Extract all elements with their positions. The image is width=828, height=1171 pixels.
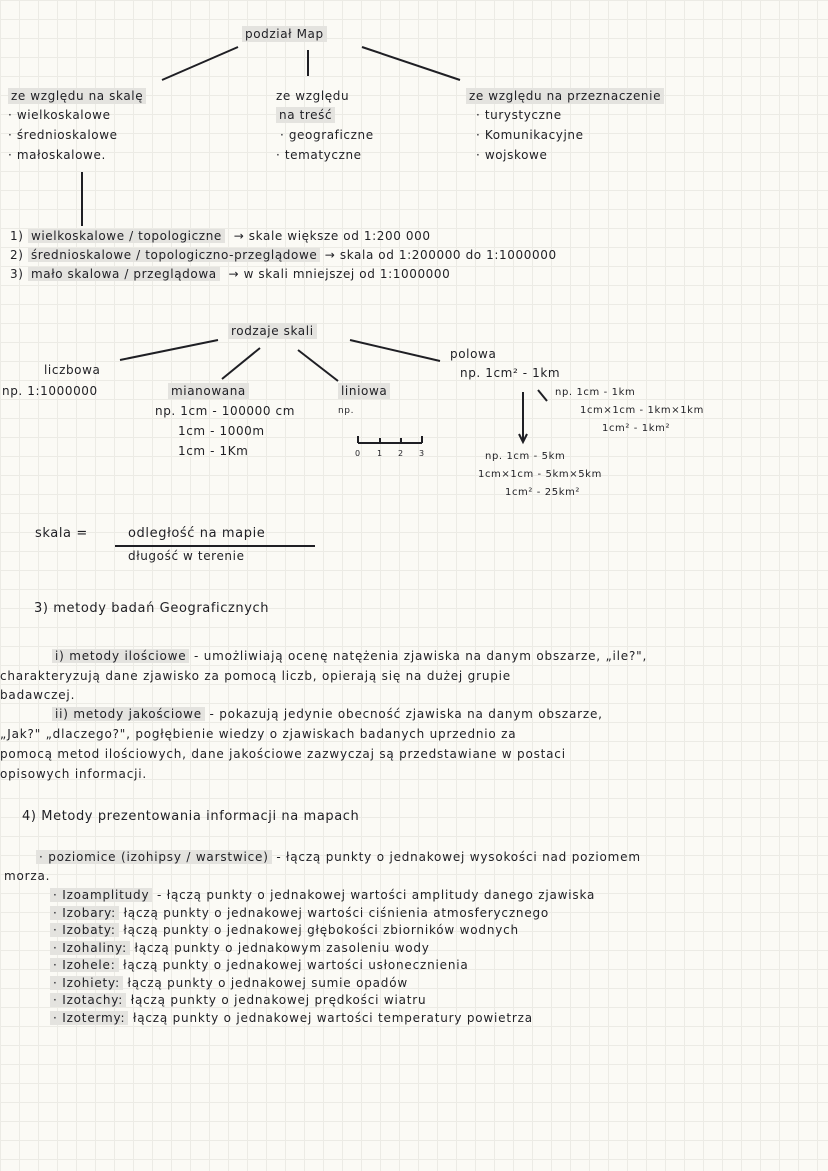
num: 1): [10, 229, 24, 243]
by-scale-heading: ze względu na skalę: [8, 88, 146, 104]
list-item: [50, 992, 426, 1008]
list-item: [50, 887, 595, 903]
name: średnioskalowe / topologiczno-przeglądowe: [28, 248, 320, 262]
numeric-scale-label: liczbowa: [44, 363, 101, 377]
paragraph-line: [52, 706, 603, 722]
desc: → w skali mniejszej od 1:1000000: [228, 267, 451, 281]
definition: łączą punkty o jednakowej prędkości wiatru: [126, 993, 427, 1007]
desc: → skala od 1:200000 do 1:1000000: [324, 248, 557, 262]
quantitative-label: i) metody ilościowe: [52, 649, 189, 663]
term: · Izobaty:: [50, 923, 119, 937]
by-content-heading-2: na treść: [276, 107, 335, 123]
formula-lhs: skala =: [35, 526, 88, 541]
tick-label: 2: [398, 449, 404, 458]
linear-example: np.: [338, 406, 355, 416]
scale-class-2: [10, 247, 557, 263]
list-item: [50, 905, 549, 921]
list-item: · Komunikacyjne: [476, 128, 584, 142]
definition: - łączą punkty o jednakowej wysokości nad poziomem: [271, 850, 641, 864]
scale-types-title: rodzaje skali: [228, 323, 317, 339]
area-right: 1cm² - 1km²: [602, 423, 671, 434]
term: · Izohele:: [50, 958, 119, 972]
formula-denominator: długość w terenie: [128, 549, 245, 563]
list-item: · tematyczne: [276, 148, 362, 162]
num: 3): [10, 267, 24, 281]
area-right: 1cm×1cm - 1km×1km: [580, 405, 704, 416]
area-scale-label: polowa: [450, 347, 497, 361]
text: - umożliwiają ocenę natężenia zjawiska na danym obszarze, „ile?",: [189, 649, 648, 663]
definition: łączą punkty o jednakowej wartości temperatury powietrza: [128, 1010, 533, 1025]
section-3-title: 3) metody badań Geograficznych: [34, 601, 270, 616]
text: - pokazują jedynie obecność zjawiska na danym obszarze,: [204, 707, 603, 721]
scale-class-1: [10, 228, 431, 244]
list-item: · turystyczne: [476, 108, 562, 122]
term: · Izohiety:: [50, 976, 123, 990]
list-item: [50, 957, 469, 973]
list-item: · wielkoskalowe: [8, 108, 111, 122]
qualitative-label: ii) metody jakościowe: [52, 707, 205, 721]
term: · Izohaliny:: [50, 941, 130, 955]
area-below: 1cm² - 25km²: [505, 487, 581, 498]
paragraph-line: „Jak?" „dlaczego?", pogłębienie wiedzy o zjawiskach badanych uprzednio za: [0, 727, 517, 741]
named-example: np. 1cm - 100000 cm: [155, 404, 296, 418]
formula-numerator: odległość na mapie: [128, 526, 266, 541]
tick-label: 0: [355, 449, 361, 458]
area-example: np. 1cm² - 1km: [460, 366, 561, 380]
paragraph-line: charakteryzują dane zjawisko za pomocą liczb, opierają się na dużej grupie: [0, 669, 511, 683]
definition: łączą punkty o jednakowej sumie opadów: [122, 975, 408, 990]
list-item: · wojskowe: [476, 148, 548, 162]
by-purpose-heading: ze względu na przeznaczenie: [466, 88, 664, 104]
scale-class-3: [10, 266, 450, 282]
definition: łączą punkty o jednakowej głębokości zbiorników wodnych: [118, 923, 519, 937]
numeric-scale-example: np. 1:1000000: [2, 384, 98, 398]
definition: łączą punkty o jednakowej wartości usłonecznienia: [118, 958, 469, 972]
desc: → skale większe od 1:200 000: [233, 229, 431, 243]
paragraph-line: badawczej.: [0, 688, 76, 702]
name: wielkoskalowe / topologiczne: [28, 229, 225, 243]
list-item: [50, 922, 519, 938]
area-below: 1cm×1cm - 5km×5km: [478, 469, 602, 480]
paragraph-line: morza.: [4, 869, 51, 883]
paragraph-line: [36, 849, 641, 865]
term: · poziomice (izohipsy / warstwice): [36, 850, 272, 864]
tick-label: 3: [419, 449, 425, 458]
list-item: · średnioskalowe: [8, 128, 118, 142]
name: mało skalowa / przeglądowa: [28, 267, 220, 281]
term: · Izobary:: [50, 906, 119, 920]
area-right: np. 1cm - 1km: [555, 387, 636, 398]
named-example: 1cm - 1Km: [178, 444, 249, 458]
definition: łączą punkty o jednakowym zasoleniu wody: [129, 940, 430, 955]
list-item: [50, 975, 408, 991]
term: · Izoamplitudy: [50, 888, 152, 902]
term: · Izotermy:: [50, 1011, 128, 1025]
linear-scale-label: liniowa: [338, 383, 390, 399]
by-content-heading: ze względu: [276, 89, 350, 103]
paragraph-line: opisowych informacji.: [0, 767, 147, 781]
named-example: 1cm - 1000m: [178, 424, 265, 438]
section-4-title: 4) Metody prezentowania informacji na mapach: [22, 809, 360, 824]
named-scale-label: mianowana: [168, 383, 249, 399]
paragraph-line: [52, 648, 647, 664]
tick-label: 1: [377, 449, 383, 458]
list-item: [50, 1010, 533, 1026]
list-item: · małoskalowe.: [8, 148, 106, 162]
paragraph-line: pomocą metod ilościowych, dane jakościowe zazwyczaj są przedstawiane w postaci: [0, 747, 566, 761]
definition: - łączą punkty o jednakowej wartości amplitudy danego zjawiska: [152, 888, 596, 902]
list-item: · geograficzne: [280, 128, 374, 142]
list-item: [50, 940, 430, 956]
num: 2): [10, 248, 24, 262]
definition: łączą punkty o jednakowej wartości ciśnienia atmosferycznego: [118, 905, 550, 920]
area-below: np. 1cm - 5km: [485, 451, 566, 462]
map-division-title: podział Map: [242, 26, 327, 42]
term: · Izotachy:: [50, 993, 126, 1007]
